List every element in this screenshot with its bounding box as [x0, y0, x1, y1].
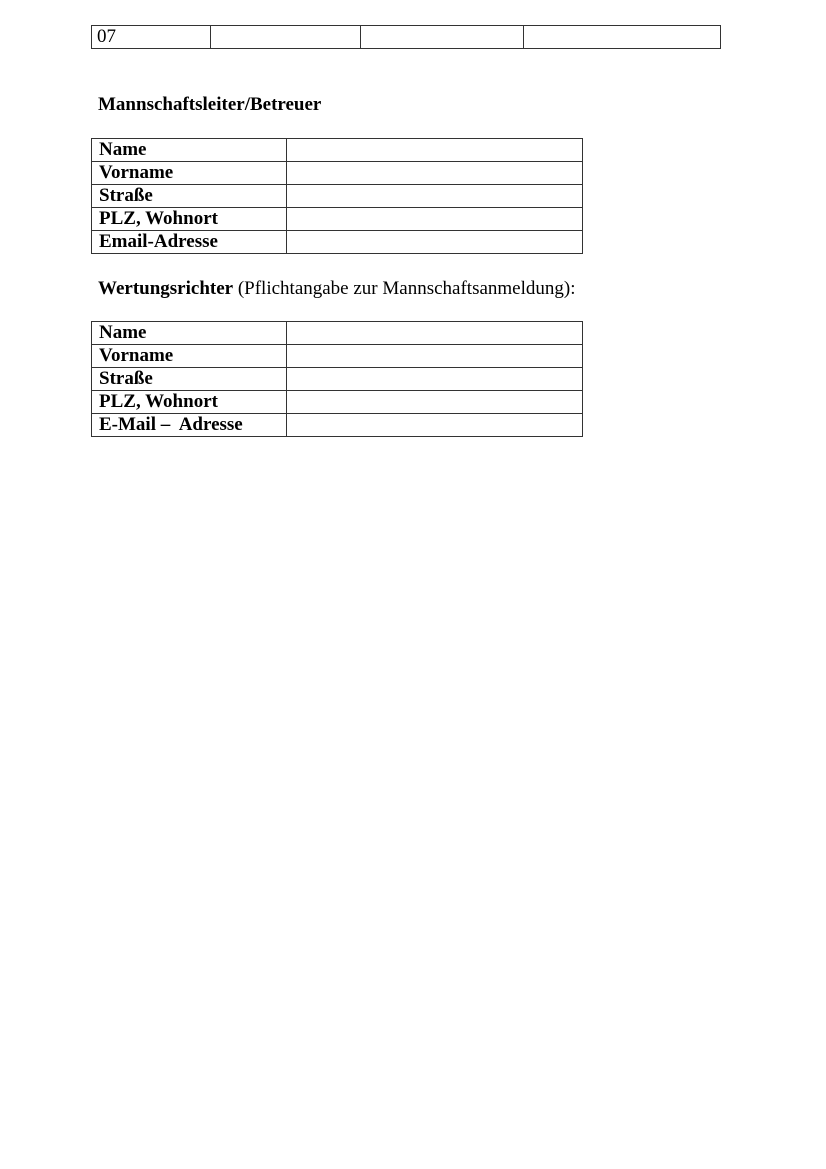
first-name-label: Vorname: [92, 162, 287, 185]
table-row: [92, 208, 583, 231]
first-name-field[interactable]: [287, 345, 583, 368]
name-field[interactable]: [287, 139, 583, 162]
table-row: [92, 345, 583, 368]
table-cell[interactable]: [211, 26, 361, 49]
top-row-table: [91, 25, 721, 49]
zip-city-label: PLZ, Wohnort: [92, 391, 287, 414]
zip-city-label: PLZ, Wohnort: [92, 208, 287, 231]
email-label: E-Mail – Adresse: [92, 414, 287, 437]
table-row: [92, 322, 583, 345]
zip-city-field[interactable]: [287, 208, 583, 231]
street-label: Straße: [92, 185, 287, 208]
table-row: [92, 26, 721, 49]
street-field[interactable]: [287, 185, 583, 208]
first-name-field[interactable]: [287, 162, 583, 185]
judge-heading-title: Wertungsrichter: [98, 278, 234, 299]
email-field[interactable]: [287, 231, 583, 254]
street-label: Straße: [92, 368, 287, 391]
table-row: [92, 139, 583, 162]
table-row: [92, 185, 583, 208]
table-cell[interactable]: [524, 26, 721, 49]
table-row: [92, 391, 583, 414]
table-row: [92, 162, 583, 185]
judge-table: [91, 321, 583, 437]
judge-heading-note: (Pflichtangabe zur Mannschaftsanmeldung):: [233, 278, 576, 299]
table-row: [92, 231, 583, 254]
first-name-label: Vorname: [92, 345, 287, 368]
table-row: [92, 414, 583, 437]
team-leader-heading: Mannschaftsleiter/Betreuer: [98, 94, 322, 115]
table-row: [92, 368, 583, 391]
row-number-cell: 07: [92, 26, 211, 49]
table-cell[interactable]: [361, 26, 524, 49]
email-label: Email-Adresse: [92, 231, 287, 254]
zip-city-field[interactable]: [287, 391, 583, 414]
team-leader-table: [91, 138, 583, 254]
judge-heading: [98, 278, 576, 300]
name-field[interactable]: [287, 322, 583, 345]
name-label: Name: [92, 139, 287, 162]
email-field[interactable]: [287, 414, 583, 437]
name-label: Name: [92, 322, 287, 345]
street-field[interactable]: [287, 368, 583, 391]
